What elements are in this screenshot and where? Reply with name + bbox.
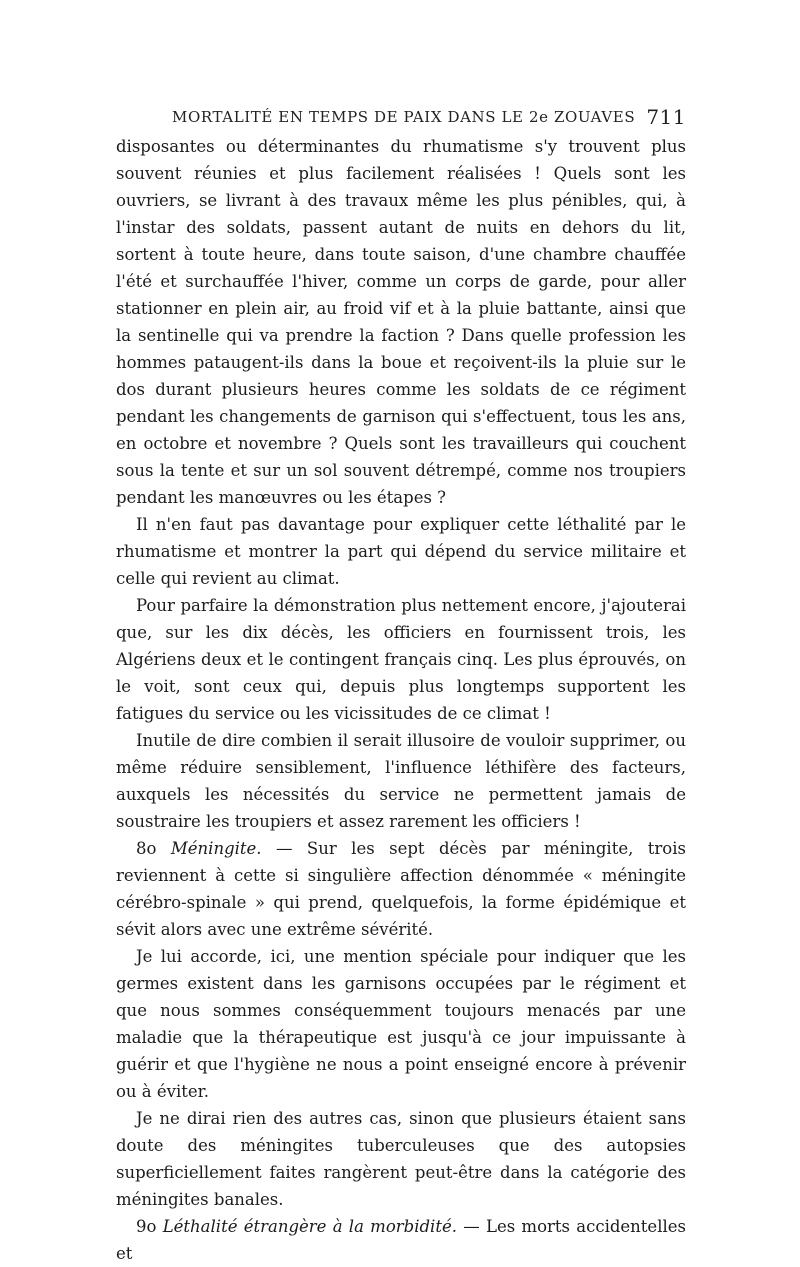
section-heading-lethalite: Léthalité étrangère à la morbidité. bbox=[162, 1217, 457, 1236]
running-head bbox=[116, 105, 686, 129]
page-number: 711 bbox=[646, 105, 686, 129]
paragraph-inutile: Inutile de dire combien il serait illusoire de vouloir supprimer, ou même réduire sensiblement, l'influence léthifère des facteurs, auxquels les nécessités du service ne permettent jamais de soustraire les troupiers et assez rarement les officiers ! bbox=[116, 731, 686, 831]
section-number: 9o bbox=[136, 1217, 157, 1236]
paragraph-demonstration: Pour parfaire la démonstration plus nettement encore, j'ajouterai que, sur les dix décès, les officiers en fournissent trois, les Algériens deux et le contingent français cinq. Les plus éprouvés, on le voit, sont ceux qui, depuis plus longtemps supportent les fatigues du service ou les vicissitudes de ce climat ! bbox=[116, 596, 686, 723]
paragraph-rhumatisme-conditions: disposantes ou déterminantes du rhumatisme s'y trouvent plus souvent réunies et plus facilement réalisées ! Quels sont les ouvriers, se livrant à des travaux même les plus pénibles, qui, à l'instar des soldats, passent autant de nuits en dehors du lit, sortent à toute heure, dans toute saison, d'une chambre chauffée l'été et surchauffée l'hiver, comme un corps de garde, pour aller stationner en plein air, au froid vif et à la pluie battante, ainsi que la sentinelle qui va prendre la faction ? Dans quelle profession les hommes pataugent-ils dans la boue et reçoivent-ils la pluie sur le dos durant plusieurs heures comme les soldats de ce régiment pendant les changements de garnison qui s'effectuent, tous les ans, en octobre et novembre ? Quels sont les travailleurs qui couchent sous la tente et sur un sol souvent détrempé, comme nos troupiers pendant les manœuvres ou les étapes ? bbox=[116, 137, 686, 507]
section-number: 8o bbox=[136, 839, 157, 858]
paragraph-lethalite-etrangere bbox=[116, 1213, 686, 1267]
body-text bbox=[116, 133, 686, 1267]
paragraph-text: Sur les sept décès par méningite, trois reviennent à cette si singulière affection dénommée « méningite cérébro-spinale » qui prend, quelquefois, la forme épidémique et sévit alors avec une extrême sévérité. bbox=[116, 839, 686, 939]
paragraph-explanation: Il n'en faut pas davantage pour expliquer cette léthalité par le rhumatisme et montrer la part qui dépend du service militaire et celle qui revient au climat. bbox=[116, 515, 686, 588]
paragraph-mention-speciale: Je lui accorde, ici, une mention spéciale pour indiquer que les germes existent dans les garnisons occupées par le régiment et que nous sommes conséquemment toujours menacés par une maladie que la thérapeutique est jusqu'à ce jour impuissante à guérir et que l'hygiène ne nous a point enseigné encore à prévenir ou à éviter. bbox=[116, 947, 686, 1101]
paragraph-text: Les morts accidentelles et bbox=[116, 1217, 686, 1263]
running-title: MORTALITÉ EN TEMPS DE PAIX DANS LE 2e ZOUAVES bbox=[172, 108, 636, 126]
heading-separator: — bbox=[261, 839, 307, 858]
paragraph-autres-cas: Je ne dirai rien des autres cas, sinon que plusieurs étaient sans doute des méningites tuberculeuses que des autopsies superficiellement faites rangèrent peut-être dans la catégorie des méningites banales. bbox=[116, 1109, 686, 1209]
heading-separator: — bbox=[456, 1217, 486, 1236]
section-heading-meningite: Méningite. bbox=[170, 839, 262, 858]
paragraph-meningite bbox=[116, 835, 686, 943]
